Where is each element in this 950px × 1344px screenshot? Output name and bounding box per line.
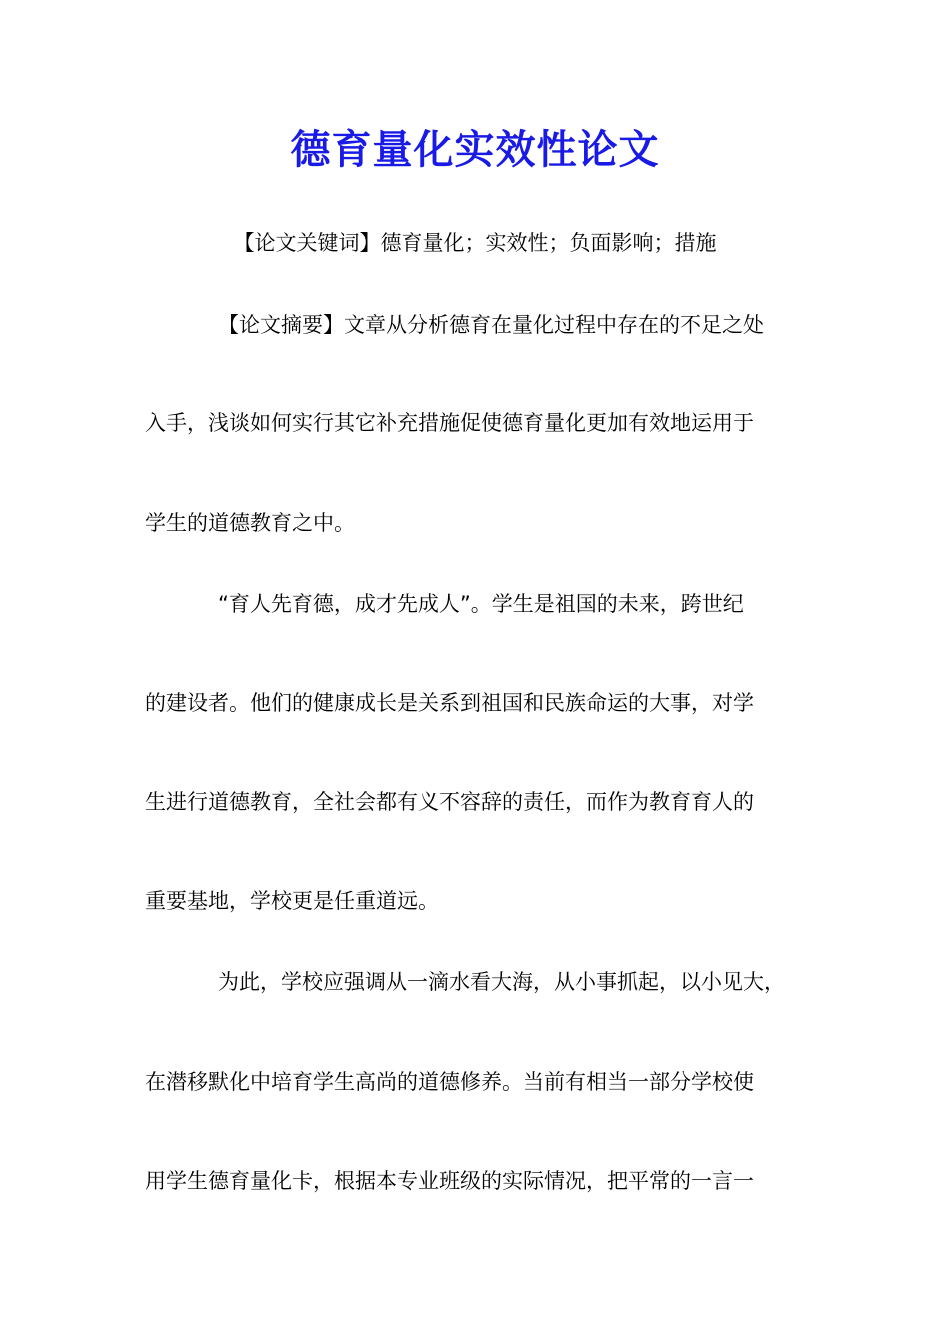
keywords-line: 【论文关键词】德育量化；实效性；负面影响；措施	[233, 231, 717, 255]
paragraph-1-line-4: 重要基地，学校更是任重道远。	[145, 889, 439, 913]
paragraph-1-line-2: 的建设者。他们的健康成长是关系到祖国和民族命运的大事，对学	[145, 691, 754, 715]
paragraph-1-line-1: “育人先育德，成才先成人”。学生是祖国的未来，跨世纪	[218, 592, 744, 616]
abstract-line-1: 【论文摘要】文章从分析德育在量化过程中存在的不足之处	[218, 313, 764, 337]
abstract-line-3: 学生的道德教育之中。	[145, 511, 355, 535]
abstract-line-2: 入手，浅谈如何实行其它补充措施促使德育量化更加有效地运用于	[145, 411, 754, 435]
paragraph-2-line-2: 在潜移默化中培育学生高尚的道德修养。当前有相当一部分学校使	[145, 1070, 754, 1094]
document-title: 德育量化实效性论文	[290, 126, 660, 173]
paragraph-2-line-3: 用学生德育量化卡，根据本专业班级的实际情况，把平常的一言一	[145, 1169, 754, 1193]
paragraph-2-line-1: 为此，学校应强调从一滴水看大海，从小事抓起，以小见大，	[218, 970, 785, 994]
paragraph-1-line-3: 生进行道德教育，全社会都有义不容辞的责任，而作为教育育人的	[145, 790, 754, 814]
